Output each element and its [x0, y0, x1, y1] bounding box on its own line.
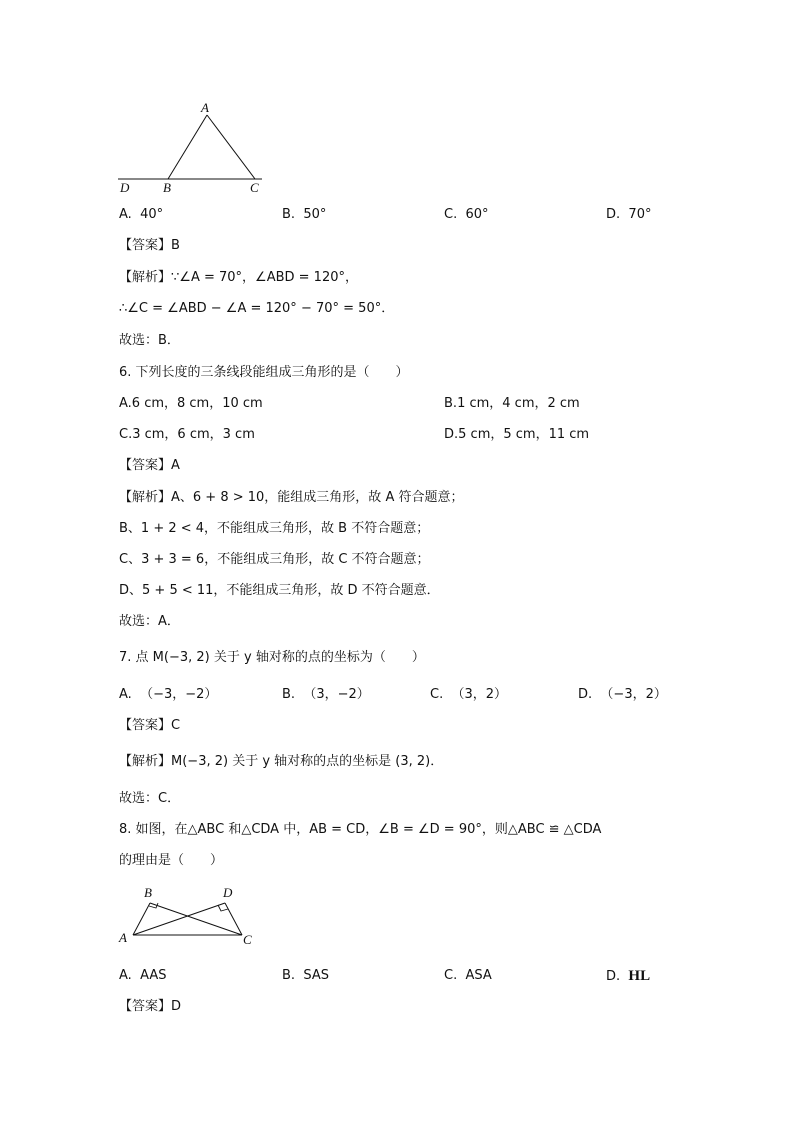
q5-option-b[interactable]	[282, 206, 326, 224]
q7-conclusion: 故选：C．	[119, 791, 181, 806]
option-value: HL	[628, 968, 651, 984]
option-value: （3，2）	[451, 687, 508, 702]
q6-option-b[interactable]	[444, 395, 580, 413]
q6-analysis-line-4: D、5 + 5 < 11，不能组成三角形，故 D 不符合题意．	[119, 583, 440, 598]
option-value: 50°	[303, 207, 327, 222]
analysis-tag: 【解析】	[119, 754, 172, 769]
option-value: 40°	[140, 207, 164, 222]
analysis-text: M(−3, 2) 关于 y 轴对称的点的坐标是 (3, 2)．	[171, 754, 444, 769]
vertex-label-c: C	[250, 180, 259, 195]
vertex-label-a: A	[201, 100, 209, 115]
option-value: （−3，2）	[600, 687, 667, 702]
option-letter: A.	[119, 207, 132, 222]
q6-option-a[interactable]	[119, 395, 263, 413]
option-letter: C.	[430, 687, 444, 702]
q7-analysis	[119, 753, 443, 771]
q6-analysis-line-2: B、1 + 2 < 4，不能组成三角形，故 B 不符合题意；	[119, 521, 430, 536]
answer-value: B	[171, 238, 180, 253]
option-value: （3，−2）	[303, 687, 370, 702]
q6-analysis-line-3: C、3 + 3 = 6，不能组成三角形，故 C 不符合题意；	[119, 552, 430, 567]
q5-analysis-line-2: ∴∠C = ∠ABD − ∠A = 120° − 70° = 50°．	[119, 301, 395, 316]
q5-option-d[interactable]	[606, 206, 651, 224]
option-letter: C.	[444, 968, 458, 983]
q8-option-c[interactable]	[444, 967, 492, 985]
option-letter: D.	[606, 969, 621, 984]
option-value: 70°	[628, 207, 652, 222]
option-value: （−3，−2）	[140, 687, 218, 702]
q8-stem-line-2: 的理由是（ ）	[119, 853, 224, 868]
answer-value: D	[171, 999, 182, 1014]
answer-tag: 【答案】	[119, 999, 172, 1014]
vertex-label-a: A	[119, 930, 127, 945]
q6-conclusion: 故选：A．	[119, 614, 180, 629]
option-letter: A.	[119, 687, 132, 702]
option-value: ASA	[465, 968, 492, 983]
option-letter: D.	[444, 427, 459, 442]
option-value: 1 cm，4 cm，2 cm	[457, 396, 580, 411]
option-value: 60°	[465, 207, 489, 222]
option-letter: D.	[578, 687, 593, 702]
vertex-label-b: B	[144, 885, 152, 900]
q8-option-a[interactable]	[119, 967, 166, 985]
quadrilateral-figure-q8	[112, 880, 262, 950]
option-value: SAS	[303, 968, 329, 983]
option-value: 3 cm，6 cm，3 cm	[132, 427, 255, 442]
q7-stem: 7. 点 M(−3, 2) 关于 y 轴对称的点的坐标为（ ）	[119, 650, 425, 665]
q8-stem-line-1: 8. 如图，在△ABC 和△CDA 中，AB = CD，∠B = ∠D = 90°，则△ABC ≌ △CDA	[119, 822, 602, 837]
q8-option-b[interactable]	[282, 967, 329, 985]
q6-stem: 6. 下列长度的三条线段能组成三角形的是（ ）	[119, 365, 409, 380]
q6-answer	[119, 457, 180, 475]
triangle-figure-q5	[110, 96, 280, 198]
option-letter: B.	[282, 968, 296, 983]
answer-value: C	[171, 718, 181, 733]
vertex-label-d: D	[223, 885, 233, 900]
vertex-label-d: D	[120, 180, 130, 195]
q8-answer	[119, 998, 181, 1016]
option-letter: B.	[282, 207, 296, 222]
analysis-tag: 【解析】	[119, 270, 172, 285]
option-letter: C.	[119, 427, 133, 442]
option-value: 6 cm，8 cm，10 cm	[131, 396, 263, 411]
option-value: AAS	[140, 968, 167, 983]
q7-option-c[interactable]	[430, 686, 507, 704]
answer-tag: 【答案】	[119, 458, 172, 473]
q5-analysis-line-1	[119, 269, 358, 287]
option-letter: A.	[119, 396, 132, 411]
q7-answer	[119, 717, 180, 735]
q5-answer	[119, 237, 180, 255]
vertex-label-c: C	[243, 932, 252, 947]
q6-analysis-line-1	[119, 489, 463, 507]
option-value: 5 cm，5 cm，11 cm	[458, 427, 590, 442]
q5-conclusion: 故选：B．	[119, 333, 180, 348]
answer-tag: 【答案】	[119, 238, 172, 253]
answer-value: A	[171, 458, 180, 473]
q8-option-d[interactable]	[606, 967, 650, 986]
q5-option-a[interactable]	[119, 206, 163, 224]
option-letter: A.	[119, 968, 132, 983]
q5-option-c[interactable]	[444, 206, 489, 224]
option-letter: B.	[282, 687, 296, 702]
q7-option-d[interactable]	[578, 686, 667, 704]
q6-option-c[interactable]	[119, 426, 255, 444]
analysis-tag: 【解析】	[119, 490, 172, 505]
option-letter: B.	[444, 396, 458, 411]
analysis-text: ∵∠A = 70°，∠ABD = 120°，	[171, 270, 358, 285]
q7-option-a[interactable]	[119, 686, 217, 704]
q6-option-d[interactable]	[444, 426, 589, 444]
answer-tag: 【答案】	[119, 718, 172, 733]
option-letter: D.	[606, 207, 621, 222]
option-letter: C.	[444, 207, 458, 222]
q7-option-b[interactable]	[282, 686, 370, 704]
vertex-label-b: B	[163, 180, 171, 195]
analysis-text: A、6 + 8 > 10，能组成三角形，故 A 符合题意；	[171, 490, 464, 505]
